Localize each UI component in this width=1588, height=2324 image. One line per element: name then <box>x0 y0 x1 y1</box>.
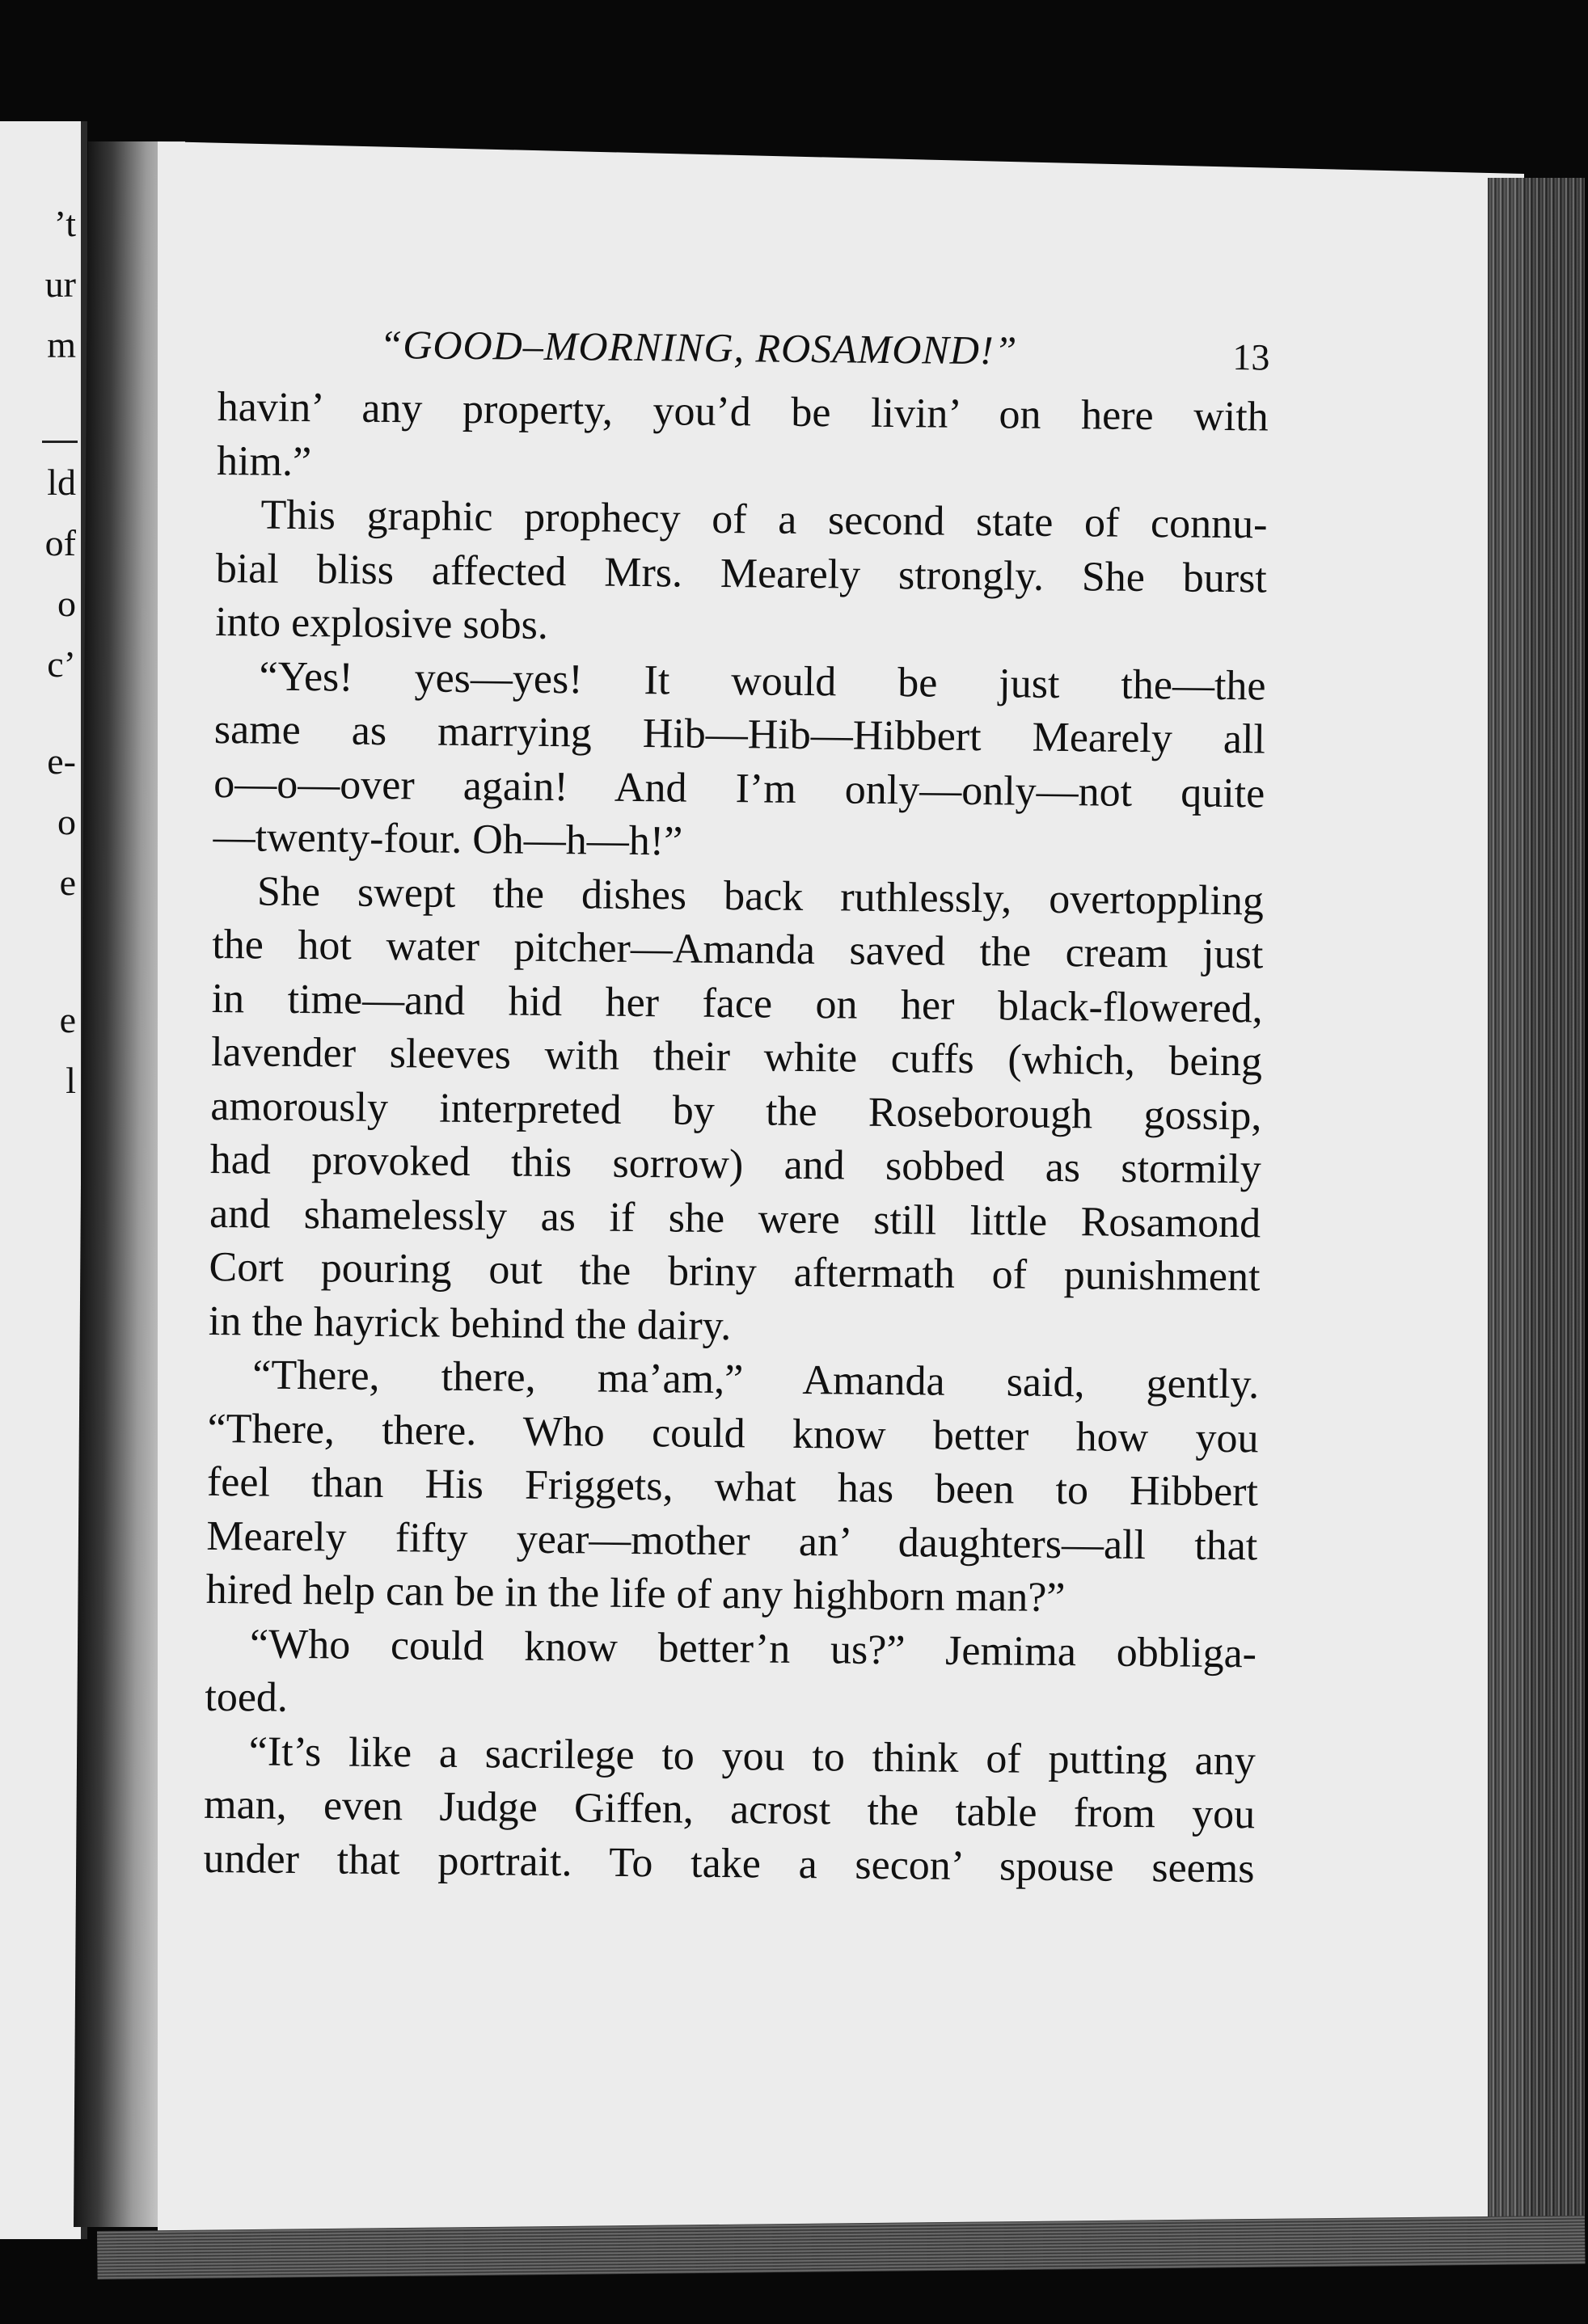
text-line: bial bliss affected Mrs. Mearely strongly. She burst <box>215 545 1268 601</box>
text-line: Mearely fifty year—mother an’ daughters—all that <box>206 1512 1258 1569</box>
body-text <box>203 381 1269 1896</box>
left-page-fragment-text: e <box>59 862 76 903</box>
text-line: in the hayrick behind the dairy. <box>208 1297 732 1349</box>
text-line: and shamelessly as if she were still little Rosamond <box>209 1190 1261 1246</box>
text-line: lavender sleeves with their white cuffs (which, being <box>210 1028 1263 1086</box>
text-line: toed. <box>205 1673 289 1721</box>
left-page-fragment-text: ld <box>47 462 76 503</box>
text-line: him.” <box>216 437 312 485</box>
text-line: This graphic prophecy of a second state of connu- <box>260 491 1268 548</box>
left-page-fragment <box>0 121 87 2239</box>
text-line: “Who could know better’n us?” Jemima obbliga- <box>249 1620 1257 1677</box>
text-line: under that portrait. To take a secon’ spouse seems <box>203 1835 1255 1892</box>
left-page-fragment-text: o <box>57 583 76 624</box>
left-page-fragment-text: o <box>57 801 76 842</box>
text-line: “There, there, ma’am,” Amanda said, gently. <box>252 1352 1260 1408</box>
text-line: havin’ any property, you’d be livin’ on here with <box>217 383 1269 441</box>
text-line: feel than His Friggets, what has been to Hibbert <box>206 1458 1259 1516</box>
left-page-fragment-text: c’ <box>47 643 76 685</box>
text-line: She swept the dishes back ruthlessly, overtoppling <box>256 867 1265 924</box>
text-line: “There, there. Who could know better how you <box>207 1405 1259 1461</box>
text-line: into explosive sobs. <box>214 598 549 648</box>
left-page-fragment-text: m <box>47 324 76 365</box>
left-page-fragment-text: e <box>59 999 76 1040</box>
left-page-fragment-text: ur <box>44 264 76 305</box>
left-page-rule <box>42 441 78 443</box>
left-page-fragment-text: ’t <box>53 203 76 244</box>
page-number: 13 <box>1232 336 1270 378</box>
text-line: Cort pouring out the briny aftermath of punishment <box>209 1243 1261 1301</box>
text-line: in time—and hid her face on her black-flowered, <box>211 975 1263 1031</box>
left-page-fragment-text: l <box>65 1060 76 1101</box>
text-line: o—o—over again! And I’m only—only—not quite <box>213 760 1265 816</box>
text-line: —twenty-four. Oh—h—h!” <box>213 813 683 865</box>
text-line: same as marrying Hib—Hib—Hibbert Mearely all <box>213 706 1266 763</box>
text-line: had provoked this sorrow) and sobbed as stormily <box>209 1136 1262 1193</box>
running-head <box>218 303 1269 390</box>
text-line: “It’s like a sacrilege to you to think of putting any <box>248 1727 1256 1784</box>
page-text-block <box>203 303 1269 1896</box>
text-line: “Yes! yes—yes! It would be just the—the <box>259 653 1266 709</box>
text-line: amorously interpreted by the Roseborough gossip, <box>210 1082 1262 1139</box>
page-edge-stack <box>1488 178 1585 2247</box>
left-page-text-edge <box>0 121 81 2239</box>
left-page-fragment-text: e- <box>47 740 76 782</box>
left-page-fragment-text: of <box>44 522 76 563</box>
text-line: the hot water pitcher—Amanda saved the cream just <box>212 921 1264 978</box>
text-line: man, even Judge Giffen, acrost the table from you <box>203 1781 1256 1838</box>
running-head-title: “GOOD–MORNING, ROSAMOND!” <box>379 321 1018 373</box>
text-line: hired help can be in the life of any highborn man?” <box>205 1566 1066 1622</box>
